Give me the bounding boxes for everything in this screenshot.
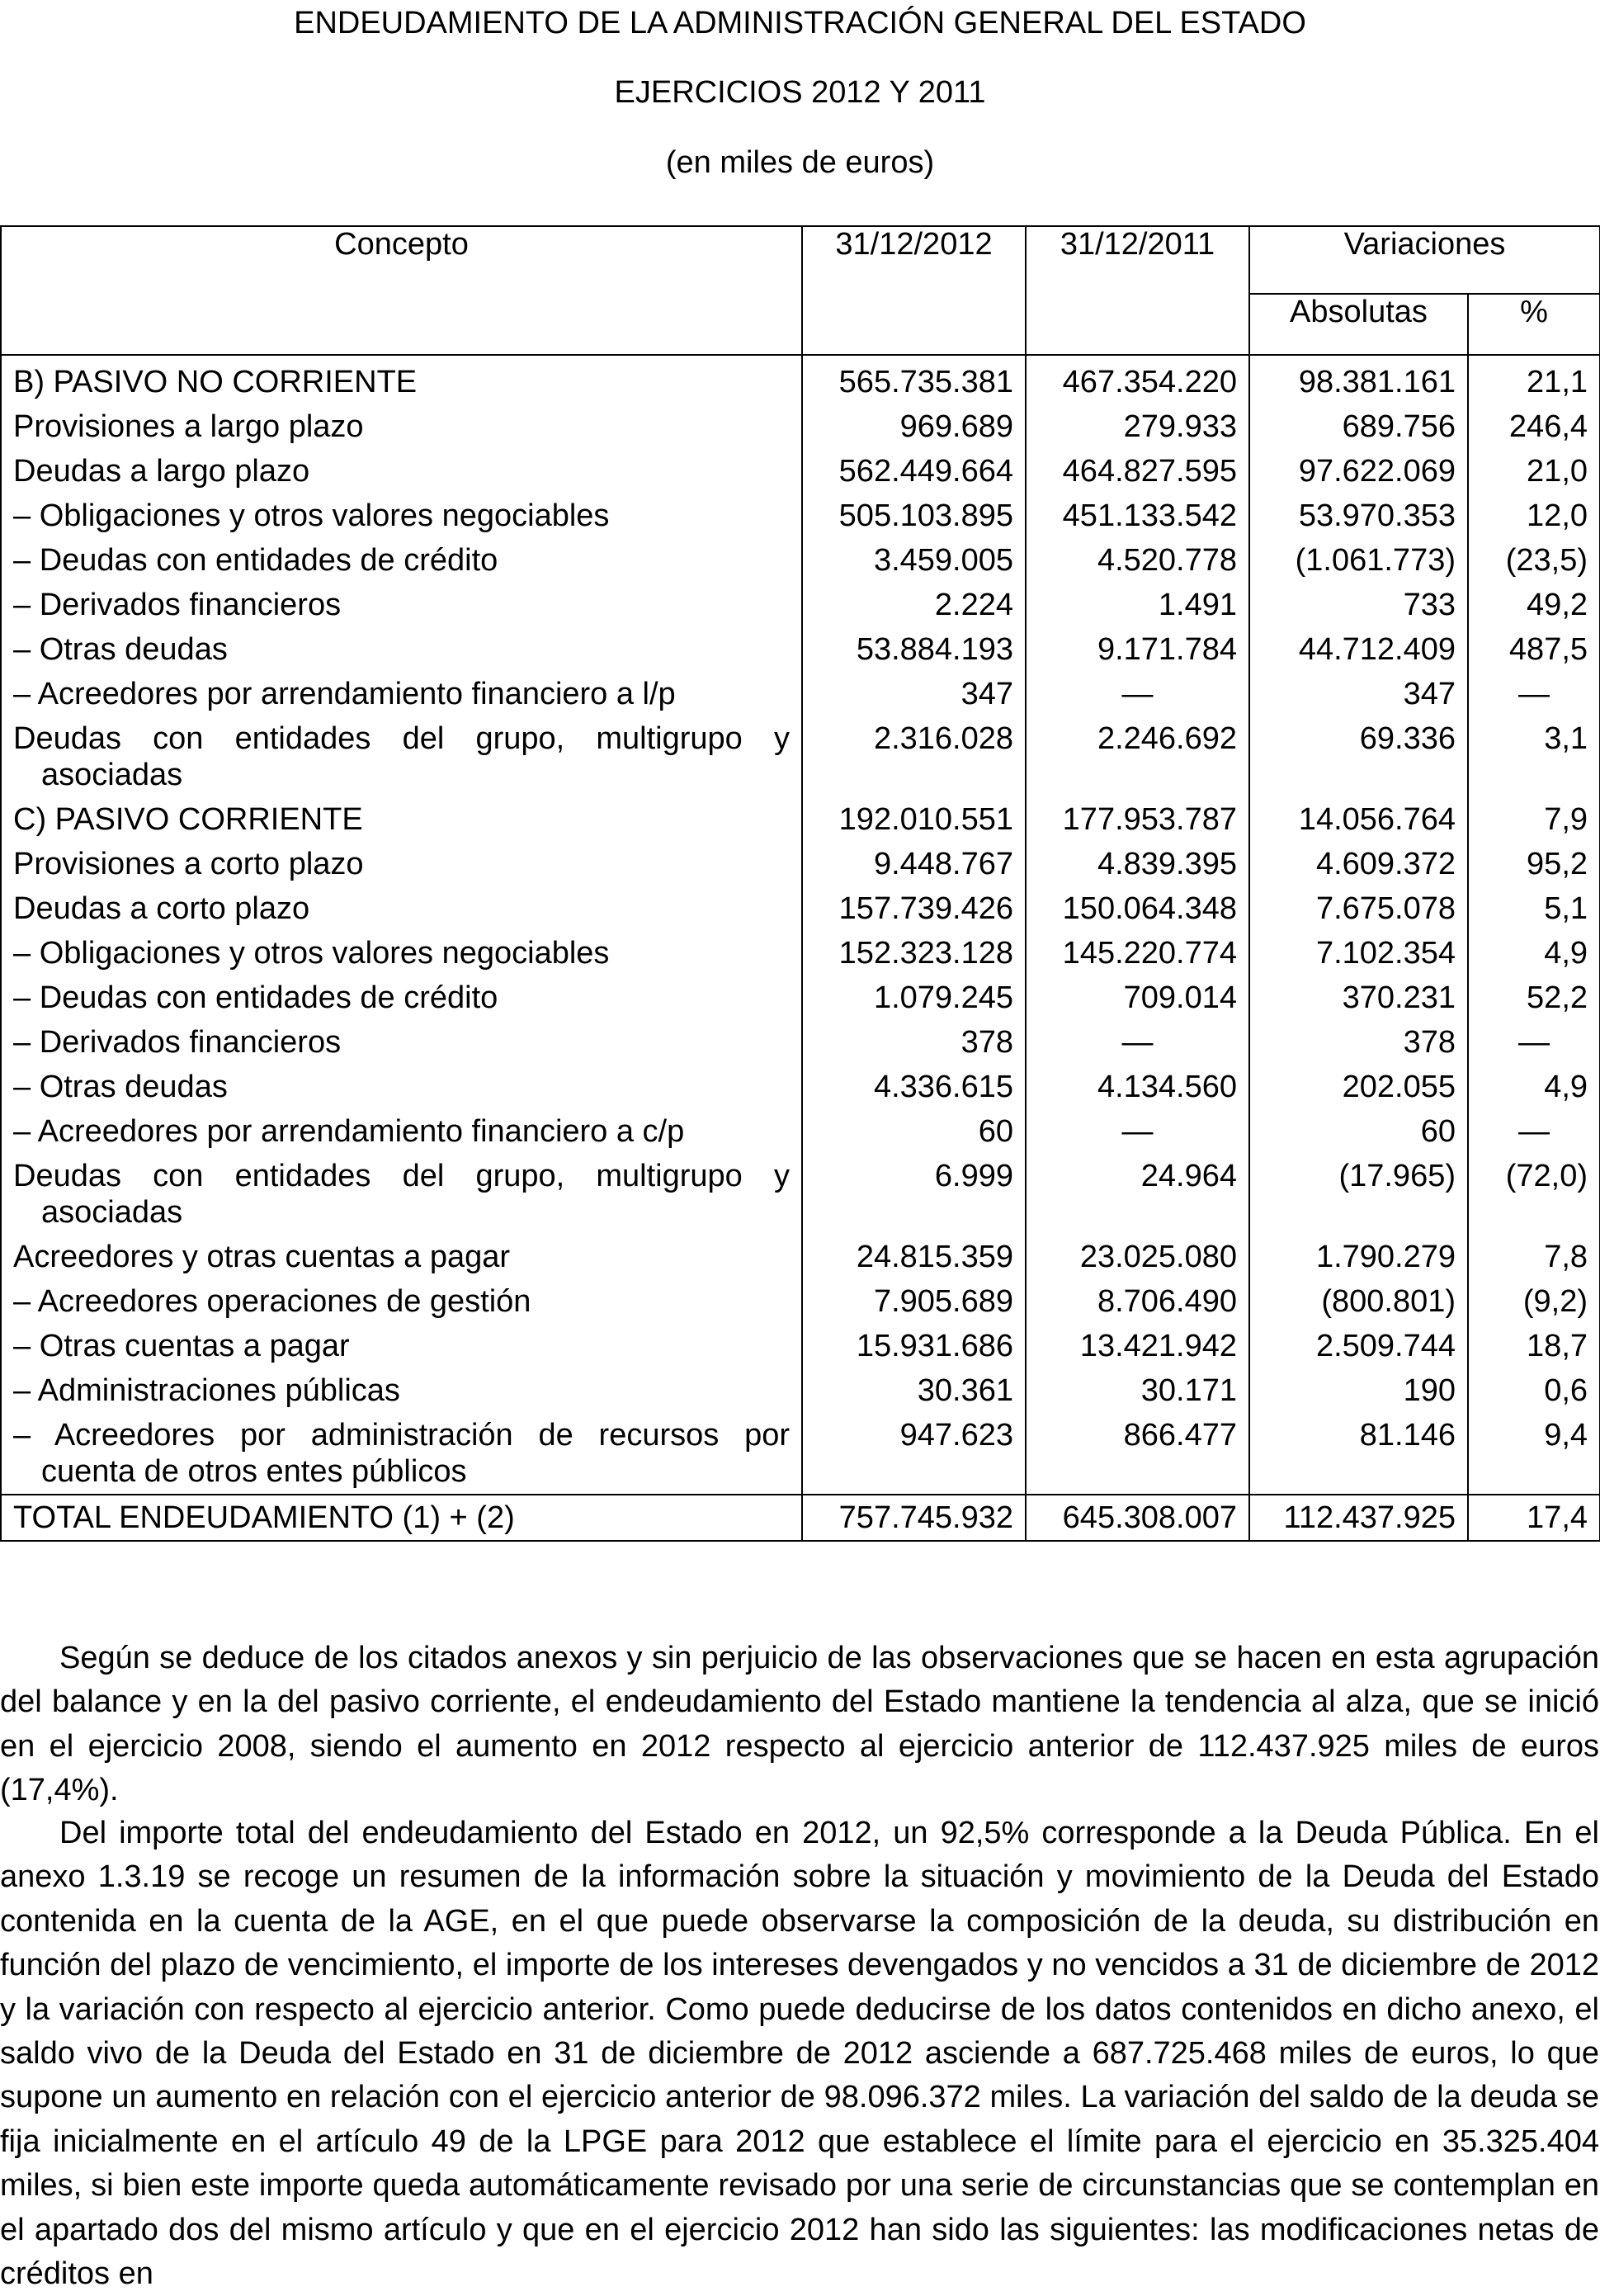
cell-pct: 12,0 [1468, 494, 1600, 538]
cell-pct: — [1468, 1109, 1600, 1154]
cell-pct: 17,4 [1468, 1495, 1600, 1541]
cell-absolutas: 190 [1249, 1368, 1468, 1413]
cell-pct: (9,2) [1468, 1279, 1600, 1324]
cell-concepto: – Deudas con entidades de crédito [1, 976, 802, 1020]
cell-2012: 53.884.193 [802, 627, 1026, 672]
cell-pct: 5,1 [1468, 886, 1600, 931]
cell-concepto: C) PASIVO CORRIENTE [1, 797, 802, 842]
cell-2012: 2.316.028 [802, 716, 1026, 797]
cell-pct: 52,2 [1468, 976, 1600, 1020]
cell-2011: 2.246.692 [1026, 716, 1249, 797]
cell-concepto: B) PASIVO NO CORRIENTE [1, 355, 802, 404]
cell-2011: 451.133.542 [1026, 494, 1249, 538]
cell-2011: 4.839.395 [1026, 842, 1249, 886]
cell-absolutas: (800.801) [1249, 1279, 1468, 1324]
header-absolutas: Absolutas [1249, 294, 1468, 355]
table-row [1, 842, 1600, 886]
cell-2011: 467.354.220 [1026, 355, 1249, 404]
table-row [1, 716, 1600, 797]
table-row [1, 1279, 1600, 1324]
cell-2012: 3.459.005 [802, 538, 1026, 583]
cell-2011: 866.477 [1026, 1413, 1249, 1495]
table-row [1, 1109, 1600, 1154]
cell-concepto: – Acreedores por arrendamiento financiero a l/p [1, 672, 802, 716]
cell-2012: 4.336.615 [802, 1065, 1026, 1109]
cell-2012: 347 [802, 672, 1026, 716]
table-row [1, 404, 1600, 449]
cell-2012: 157.739.426 [802, 886, 1026, 931]
cell-2012: 757.745.932 [802, 1495, 1026, 1541]
table-row [1, 1235, 1600, 1279]
cell-concepto: Provisiones a largo plazo [1, 404, 802, 449]
cell-concepto: Deudas a largo plazo [1, 449, 802, 494]
cell-concepto: – Derivados financieros [1, 1020, 802, 1065]
cell-2011: 1.491 [1026, 583, 1249, 627]
header-pct: % [1468, 294, 1600, 355]
cell-pct: 4,9 [1468, 1065, 1600, 1109]
table-row [1, 583, 1600, 627]
cell-absolutas: 44.712.409 [1249, 627, 1468, 672]
cell-pct: — [1468, 1020, 1600, 1065]
cell-concepto: – Obligaciones y otros valores negociables [1, 494, 802, 538]
cell-absolutas: 1.790.279 [1249, 1235, 1468, 1279]
cell-2011: 13.421.942 [1026, 1324, 1249, 1368]
cell-2012: 192.010.551 [802, 797, 1026, 842]
cell-absolutas: (1.061.773) [1249, 538, 1468, 583]
cell-absolutas: 112.437.925 [1249, 1495, 1468, 1541]
header-concepto: Concepto [1, 226, 802, 355]
cell-pct: 0,6 [1468, 1368, 1600, 1413]
table-row [1, 1324, 1600, 1368]
cell-2012: 378 [802, 1020, 1026, 1065]
cell-concepto: – Acreedores por arrendamiento financiero a c/p [1, 1109, 802, 1154]
cell-concepto: – Acreedores operaciones de gestión [1, 1279, 802, 1324]
table-row [1, 1413, 1600, 1495]
cell-pct: 7,9 [1468, 797, 1600, 842]
cell-2011: 9.171.784 [1026, 627, 1249, 672]
table-row [1, 1368, 1600, 1413]
debt-table [0, 225, 1600, 1542]
cell-absolutas: (17.965) [1249, 1154, 1468, 1235]
cell-2011: — [1026, 672, 1249, 716]
table-row [1, 1020, 1600, 1065]
cell-2011: 150.064.348 [1026, 886, 1249, 931]
cell-2011: 464.827.595 [1026, 449, 1249, 494]
table-row [1, 355, 1600, 404]
cell-absolutas: 4.609.372 [1249, 842, 1468, 886]
header-variaciones: Variaciones [1249, 226, 1600, 294]
cell-absolutas: 53.970.353 [1249, 494, 1468, 538]
cell-pct: — [1468, 672, 1600, 716]
cell-absolutas: 69.336 [1249, 716, 1468, 797]
cell-absolutas: 98.381.161 [1249, 355, 1468, 404]
cell-2011: — [1026, 1109, 1249, 1154]
total-row [1, 1495, 1600, 1541]
cell-2011: 30.171 [1026, 1368, 1249, 1413]
cell-2011: 709.014 [1026, 976, 1249, 1020]
cell-2011: 145.220.774 [1026, 931, 1249, 976]
cell-2012: 15.931.686 [802, 1324, 1026, 1368]
cell-2012: 30.361 [802, 1368, 1026, 1413]
cell-pct: 487,5 [1468, 627, 1600, 672]
cell-2012: 562.449.664 [802, 449, 1026, 494]
cell-pct: 18,7 [1468, 1324, 1600, 1368]
cell-concepto: – Acreedores por administración de recursos por cuenta de otros entes públicos [1, 1413, 802, 1495]
table-row [1, 797, 1600, 842]
cell-absolutas: 81.146 [1249, 1413, 1468, 1495]
cell-concepto: Deudas a corto plazo [1, 886, 802, 931]
cell-concepto: Deudas con entidades del grupo, multigrupo y asociadas [1, 1154, 802, 1235]
cell-2011: — [1026, 1020, 1249, 1065]
cell-concepto: Provisiones a corto plazo [1, 842, 802, 886]
cell-concepto: Deudas con entidades del grupo, multigrupo y asociadas [1, 716, 802, 797]
cell-absolutas: 60 [1249, 1109, 1468, 1154]
table-row [1, 1154, 1600, 1235]
table-row [1, 976, 1600, 1020]
cell-2011: 645.308.007 [1026, 1495, 1249, 1541]
cell-2012: 7.905.689 [802, 1279, 1026, 1324]
cell-absolutas: 97.622.069 [1249, 449, 1468, 494]
document-title: ENDEUDAMIENTO DE LA ADMINISTRACIÓN GENERAL DEL ESTADO [294, 6, 1306, 40]
cell-2011: 8.706.490 [1026, 1279, 1249, 1324]
cell-pct: 21,0 [1468, 449, 1600, 494]
cell-absolutas: 347 [1249, 672, 1468, 716]
cell-concepto: TOTAL ENDEUDAMIENTO (1) + (2) [1, 1495, 802, 1541]
cell-concepto: – Obligaciones y otros valores negociables [1, 931, 802, 976]
document-subtitle: EJERCICIOS 2012 Y 2011 [614, 75, 986, 110]
cell-pct: 21,1 [1468, 355, 1600, 404]
cell-pct: 3,1 [1468, 716, 1600, 797]
units-note: (en miles de euros) [665, 145, 935, 180]
cell-pct: 95,2 [1468, 842, 1600, 886]
cell-absolutas: 370.231 [1249, 976, 1468, 1020]
cell-concepto: Acreedores y otras cuentas a pagar [1, 1235, 802, 1279]
cell-2011: 279.933 [1026, 404, 1249, 449]
cell-pct: 7,8 [1468, 1235, 1600, 1279]
paragraph: Del importe total del endeudamiento del Estado en 2012, un 92,5% corresponde a la Deuda Pública. En el anexo 1.3.19 se recoge un resumen de la información sobre la situación y movimiento de la Deuda del Estado contenida en la cuenta de la AGE, en el que puede observarse la composición de la deuda, su distribución en función del plazo de vencimiento, el importe de los intereses devengados y no vencidos a 31 de diciembre de 2012 y la variación con respecto al ejercicio anterior. Como puede deducirse de los datos contenidos en dicho anexo, el saldo vivo de la Deuda del Estado en 31 de diciembre de 2012 asciende a 687.725.468 miles de euros, lo que supone un aumento en relación con el ejercicio anterior de 98.096.372 miles. La variación del saldo de la deuda se fija inicialmente en el artículo 49 de la LPGE para 2012 que establece el límite para el ejercicio en 35.325.404 miles, si bien este importe queda automáticamente revisado por una serie de circunstancias que se contemplan en el apartado dos del mismo artículo y que en el ejercicio 2012 han sido las siguientes: las modificaciones netas de créditos en [0, 1816, 1599, 2292]
cell-concepto: – Administraciones públicas [1, 1368, 802, 1413]
cell-absolutas: 202.055 [1249, 1065, 1468, 1109]
paragraph: Según se deduce de los citados anexos y sin perjuicio de las observaciones que se hacen en esta agrupación del balance y en la del pasivo corriente, el endeudamiento del Estado mantiene la tendencia al alza, que se inició en el ejercicio 2008, siendo el aumento en 2012 respecto al ejercicio anterior de 112.437.925 miles de euros (17,4%). [0, 1641, 1599, 1808]
cell-2012: 1.079.245 [802, 976, 1026, 1020]
cell-concepto: – Otras cuentas a pagar [1, 1324, 802, 1368]
cell-concepto: – Otras deudas [1, 627, 802, 672]
cell-2012: 565.735.381 [802, 355, 1026, 404]
table-row [1, 931, 1600, 976]
cell-2012: 505.103.895 [802, 494, 1026, 538]
cell-absolutas: 7.675.078 [1249, 886, 1468, 931]
cell-absolutas: 7.102.354 [1249, 931, 1468, 976]
table-row [1, 1065, 1600, 1109]
cell-pct: 9,4 [1468, 1413, 1600, 1495]
cell-absolutas: 733 [1249, 583, 1468, 627]
cell-2012: 947.623 [802, 1413, 1026, 1495]
cell-absolutas: 378 [1249, 1020, 1468, 1065]
cell-2012: 152.323.128 [802, 931, 1026, 976]
cell-2012: 6.999 [802, 1154, 1026, 1235]
table-body [1, 355, 1600, 1541]
cell-2012: 9.448.767 [802, 842, 1026, 886]
cell-pct: 49,2 [1468, 583, 1600, 627]
cell-2011: 4.520.778 [1026, 538, 1249, 583]
header-2011: 31/12/2011 [1026, 226, 1249, 355]
cell-concepto: – Derivados financieros [1, 583, 802, 627]
table-row [1, 672, 1600, 716]
cell-2012: 60 [802, 1109, 1026, 1154]
cell-pct: 4,9 [1468, 931, 1600, 976]
cell-pct: (72,0) [1468, 1154, 1600, 1235]
cell-absolutas: 14.056.764 [1249, 797, 1468, 842]
table-row [1, 627, 1600, 672]
cell-2011: 4.134.560 [1026, 1065, 1249, 1109]
table-row [1, 494, 1600, 538]
cell-2012: 969.689 [802, 404, 1026, 449]
cell-2011: 23.025.080 [1026, 1235, 1249, 1279]
cell-concepto: – Deudas con entidades de crédito [1, 538, 802, 583]
cell-absolutas: 2.509.744 [1249, 1324, 1468, 1368]
header-2012: 31/12/2012 [802, 226, 1026, 355]
cell-2012: 2.224 [802, 583, 1026, 627]
cell-2012: 24.815.359 [802, 1235, 1026, 1279]
table-row [1, 449, 1600, 494]
table-row [1, 886, 1600, 931]
cell-concepto: – Otras deudas [1, 1065, 802, 1109]
cell-2011: 177.953.787 [1026, 797, 1249, 842]
cell-pct: (23,5) [1468, 538, 1600, 583]
table-row [1, 538, 1600, 583]
cell-pct: 246,4 [1468, 404, 1600, 449]
cell-2011: 24.964 [1026, 1154, 1249, 1235]
cell-absolutas: 689.756 [1249, 404, 1468, 449]
